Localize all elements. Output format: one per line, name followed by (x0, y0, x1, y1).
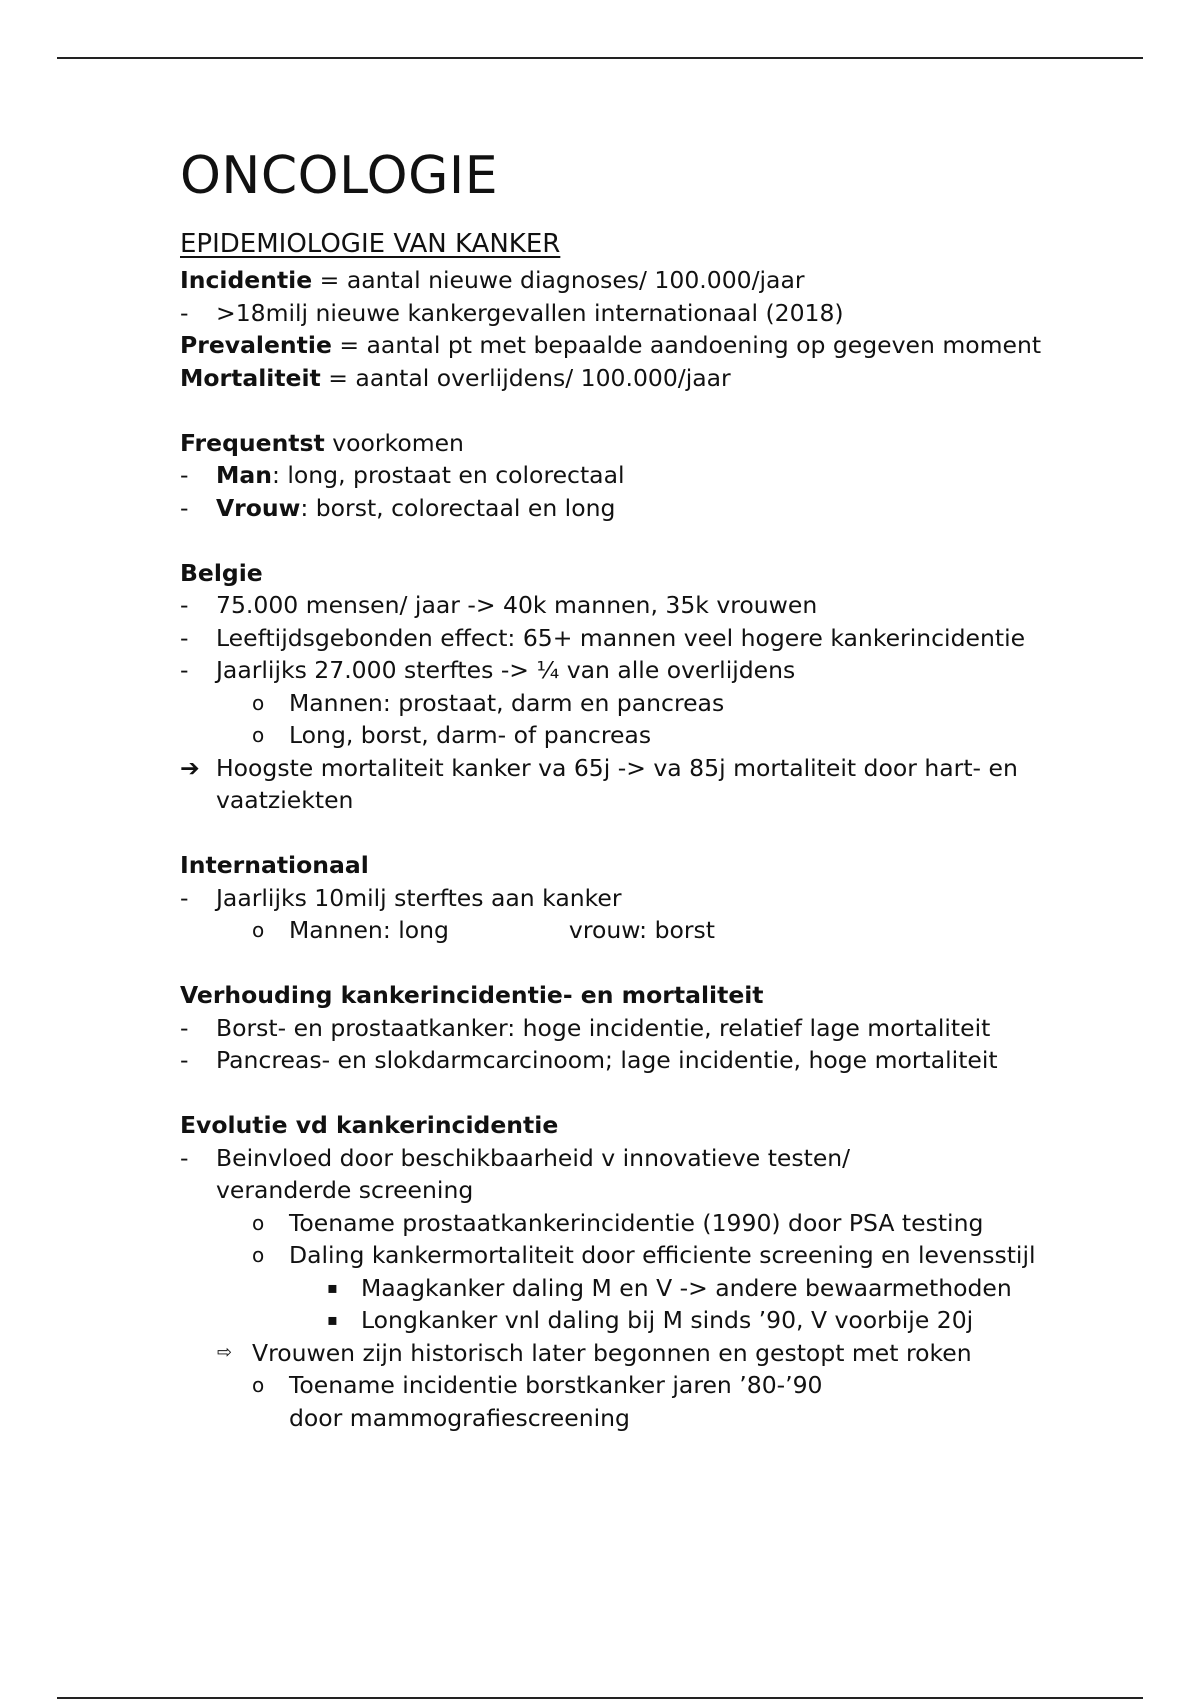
evolutie-sub-2: o Daling kankermortaliteit door efficiente screening en levensstijl (252, 1241, 1036, 1269)
belgie-sub-2: o Long, borst, darm- of pancreas (252, 721, 652, 749)
outline-arrow-icon: ⇨ (217, 1341, 233, 1363)
incidentie-definition: Incidentie = aantal nieuwe diagnoses/ 100.000/jaar (180, 266, 805, 294)
evolutie-sub-2b: ▪ Longkanker vnl daling bij M sinds ’90, V voorbije 20j (327, 1306, 974, 1334)
internationaal-bullet-1: - Jaarlijks 10milj sterftes aan kanker (180, 883, 622, 912)
arrow-icon: ➔ (180, 753, 200, 782)
internationaal-sub: o Mannen: long vrouw: borst (252, 916, 715, 944)
evolutie-sub-2a: ▪ Maagkanker daling M en V -> andere bewaarmethoden (327, 1273, 1012, 1302)
frequentst-man: - Man: long, prostaat en colorectaal (180, 461, 625, 489)
evolutie-arrow-note: ⇨ Vrouwen zijn historisch later begonnen en gestopt met roken (180, 1337, 1080, 1370)
footer-rule (57, 1697, 1143, 1699)
incidentie-bullet: - >18milj nieuwe kankergevallen internationaal (2018) (180, 298, 844, 327)
verhouding-bullet-2: - Pancreas- en slokdarmcarcinoom; lage incidentie, hoge mortaliteit (180, 1046, 998, 1074)
belgie-bullet-2: - Leeftijdsgebonden effect: 65+ mannen veel hogere kankerincidentie (180, 623, 1026, 652)
belgie-arrow-note: ➔ Hoogste mortaliteit kanker va 65j -> va 85j mortaliteit door hart- en vaatziekten (180, 753, 1018, 814)
verhouding-bullet-1: - Borst- en prostaatkanker: hoge incidentie, relatief lage mortaliteit (180, 1013, 991, 1042)
belgie-bullet-1: - 75.000 mensen/ jaar -> 40k mannen, 35k vrouwen (180, 591, 818, 619)
mortaliteit-definition: Mortaliteit = aantal overlijdens/ 100.000/jaar (180, 363, 731, 392)
evolutie-arrow-sub: o Toename incidentie borstkanker jaren ’80-’90 door mammografiescreening (252, 1371, 823, 1432)
belgie-sub-1: o Mannen: prostaat, darm en pancreas (252, 688, 725, 717)
evolutie-heading: Evolutie vd kankerincidentie (180, 1111, 559, 1139)
document-title: ONCOLOGIE (180, 146, 499, 206)
internationaal-heading: Internationaal (180, 851, 369, 879)
evolutie-bullet-1: - Beinvloed door beschikbaarheid v innovatieve testen/ veranderde screening (180, 1143, 851, 1204)
evolutie-sub-1: o Toename prostaatkankerincidentie (1990) door PSA testing (252, 1208, 984, 1237)
verhouding-heading: Verhouding kankerincidentie- en mortaliteit (180, 981, 764, 1009)
belgie-bullet-3: - Jaarlijks 27.000 sterftes -> ¼ van alle overlijdens (180, 656, 796, 684)
section-title: EPIDEMIOLOGIE VAN KANKER (180, 229, 561, 259)
frequentst-heading: Frequentst voorkomen (180, 428, 464, 457)
frequentst-vrouw: - Vrouw: borst, colorectaal en long (180, 493, 616, 522)
belgie-heading: Belgie (180, 558, 263, 587)
prevalentie-definition: Prevalentie = aantal pt met bepaalde aandoening op gegeven moment (180, 331, 1042, 359)
header-rule (57, 57, 1143, 59)
document-page (180, 138, 1080, 1434)
